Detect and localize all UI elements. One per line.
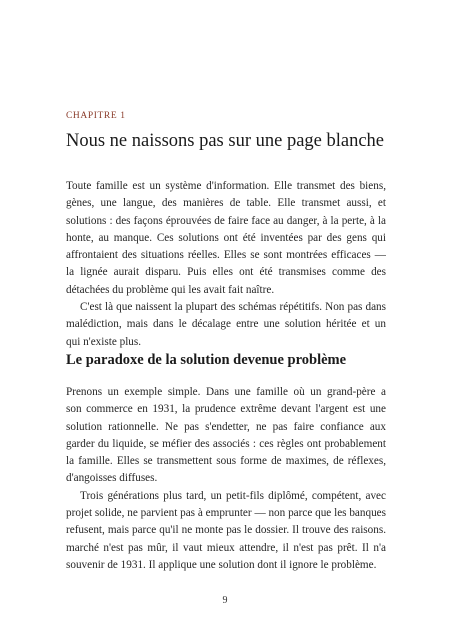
paragraph-line: détachées du problème qui les avait fait naître. — [66, 283, 275, 296]
intro-text — [66, 178, 386, 351]
page-number: 9 — [222, 595, 228, 606]
paragraph-line: souvenir de 1931. Il applique une solution dont il ignore le problème. — [66, 558, 377, 571]
paragraph-line: garder du liquide, se méfier des associés : ces règles ont probablement — [66, 437, 386, 450]
paragraph-line: gènes, une langue, des manières de table. Elle transmet aussi, et — [66, 197, 386, 210]
paragraph-line: d'angoisses diffuses. — [66, 472, 158, 485]
section-text — [66, 384, 386, 574]
paragraph-line: honte, au manque. Ces solutions ont été inventées par des gens qui — [66, 231, 386, 244]
section-heading: Le paradoxe de la solution devenue problème — [66, 352, 347, 368]
paragraph-line: C'est là que naissent la plupart des schémas répétitifs. Non pas dans — [80, 301, 386, 314]
paragraph-line: qui n'existe plus. — [66, 335, 142, 348]
paragraph-line: Toute famille est un système d'information. Elle transmet des biens, — [66, 180, 386, 192]
paragraph-line: projet solide, ne parvient pas à emprunter — non parce que les banques — [66, 507, 386, 520]
chapter-title: Nous ne naissons pas sur une page blanche — [66, 131, 385, 151]
paragraph-line: Prenons un exemple simple. Dans une famille où un grand-père a — [66, 386, 386, 398]
chapter-label: CHAPITRE 1 — [66, 111, 126, 121]
paragraph-line: solutions : des façons éprouvées de faire face au danger, à la perte, à la — [66, 214, 386, 227]
paragraph-line: marché n'est pas mûr, il vaut mieux attendre, il n'est pas prêt. Il n'a — [66, 541, 386, 554]
paragraph-line: son commerce en 1931, la prudence extrême devant l'argent est une — [66, 403, 386, 416]
paragraph-line: refusent, mais parce qu'il ne monte pas le dossier. Il trouve des raisons. — [66, 524, 386, 537]
paragraph-line: la famille. Elles se transmettent sous forme de maximes, de réflexes, — [66, 455, 386, 468]
paragraph-line: affrontaient des situations réelles. Elles se sont montrées efficaces — — [66, 249, 386, 262]
paragraph-line: malédiction, mais dans le décalage entre une solution héritée et un — [66, 318, 386, 331]
paragraph-line: la lignée aurait disparu. Puis elles ont été transmises comme des — [66, 266, 386, 279]
paragraph-line: Trois générations plus tard, un petit-fils diplômé, compétent, avec — [80, 489, 386, 502]
paragraph-line: solution rationnelle. Ne pas s'endetter, ne pas faire confiance aux — [66, 420, 386, 433]
